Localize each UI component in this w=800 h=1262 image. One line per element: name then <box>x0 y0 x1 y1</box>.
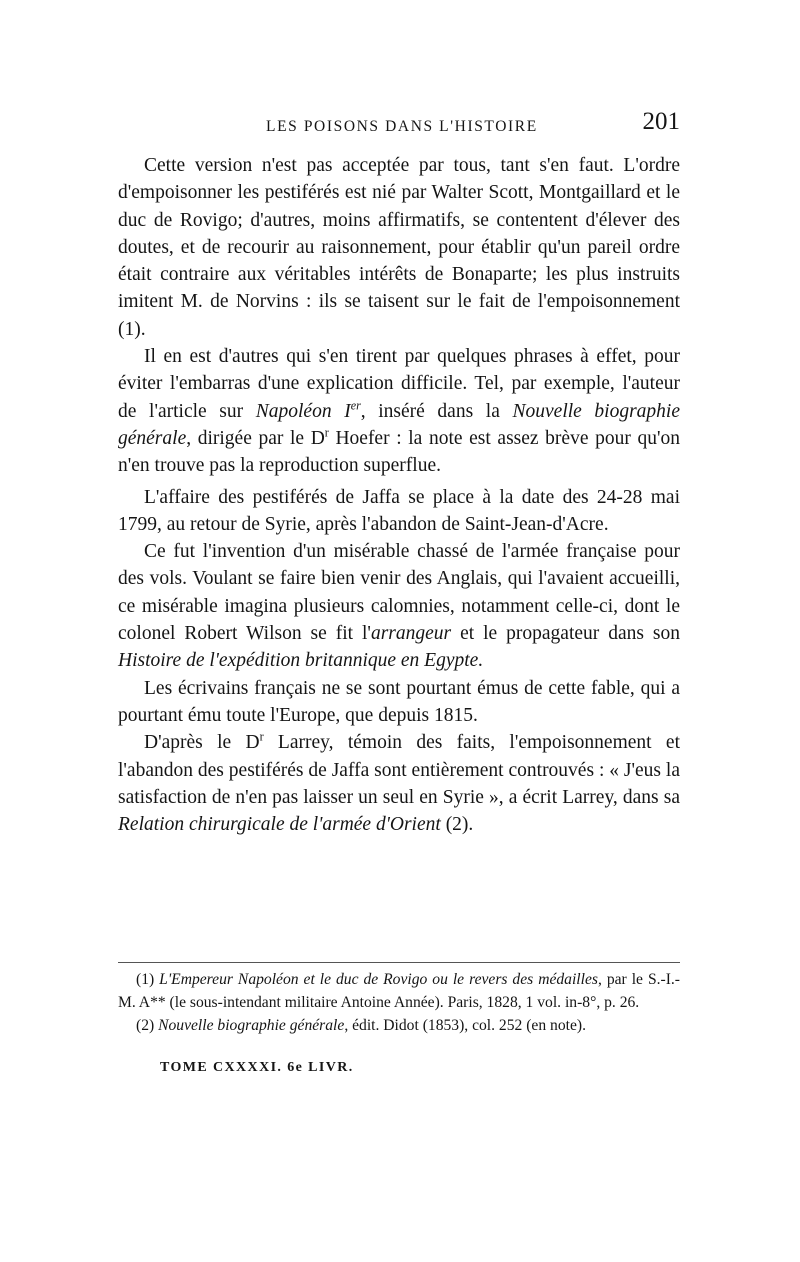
text-run: Il en est d'autres qui s'en tirent par quelques phrases à effet, pour éviter l'embarras d'une explication difficile. Tel, par exemple, l'auteur de l'article sur <box>118 346 680 422</box>
footnote-divider <box>118 962 680 963</box>
page-number: 201 <box>642 108 680 135</box>
italic-text: Histoire de l'expédition britannique en Egypte. <box>118 650 484 672</box>
superscript: er <box>350 398 361 413</box>
italic-text: arrangeur <box>370 623 452 645</box>
text-run: (2). <box>440 814 474 836</box>
text-run: et le propagateur dans son <box>451 623 680 645</box>
main-text <box>118 152 680 838</box>
text-run: , par le S.-I.-M. A** (le sous-intendant militaire Antoine Année). Paris, 1828, 1 vol. in-8°, p. 26. <box>118 971 680 1011</box>
text-run: , édit. Didot (1853), col. 252 (en note). <box>344 1017 586 1034</box>
superscript: r <box>324 425 329 440</box>
footnote <box>118 1014 680 1037</box>
text-run: (2) <box>136 1017 159 1034</box>
footnotes <box>118 968 680 1037</box>
text-run: Larrey, témoin des faits, l'empoisonnement et l'abandon des pestiférés de Jaffa sont entièrement controuvés : « J'eus la satisfaction de n'en pas laisser un seul en Syrie », a écrit Larrey, dans sa <box>118 732 680 808</box>
text-run: L'affaire des pestiférés de Jaffa se place à la date des 24-28 mai 1799, au retour de Syrie, après l'abandon de Saint-Jean-d'Acre. <box>118 486 680 535</box>
italic-text: Nouvelle biographie générale <box>118 400 681 449</box>
paragraph <box>118 538 680 674</box>
paragraph <box>118 343 680 479</box>
superscript: r <box>259 729 264 744</box>
italic-text: Nouvelle biographie générale <box>158 1017 345 1034</box>
text-run: Les écrivains français ne se sont pourtant émus de cette fable, qui a pourtant ému toute l'Europe, que depuis 1815. <box>118 677 680 726</box>
footnote <box>118 968 680 1014</box>
text-run: (1) <box>136 971 160 988</box>
page-header <box>118 108 680 148</box>
paragraph <box>118 484 680 539</box>
paragraph <box>118 729 680 838</box>
text-run: , dirigée par le D <box>186 427 325 449</box>
paragraph <box>118 152 680 343</box>
italic-text: L'Empereur Napoléon et le duc de Rovigo ou le revers des médailles <box>159 971 598 988</box>
text-run: , inséré dans la <box>360 400 513 422</box>
signature-mark: TOME CXXXXI. 6e LIVR. <box>160 1060 354 1075</box>
paragraph <box>118 675 680 730</box>
text-run: D'après le D <box>144 732 260 754</box>
italic-text: Relation chirurgicale de l'armée d'Orient <box>118 814 441 836</box>
running-title: LES POISONS DANS L'HISTOIRE <box>266 118 538 135</box>
italic-text: Napoléon I <box>255 400 351 422</box>
text-run: Ce fut l'invention d'un misérable chassé de l'armée française pour des vols. Voulant se faire bien venir des Anglais, qui l'avaient accueilli, ce misérable imagina plusieurs calomnies, notamment celle-ci, dont le colonel Robert Wilson se fit l' <box>118 541 680 645</box>
text-run: Cette version n'est pas acceptée par tous, tant s'en faut. L'ordre d'empoisonner les pestiférés est nié par Walter Scott, Montgaillard et le duc de Rovigo; d'autres, moins affirmatifs, se contentent d'élever des doutes, et de recourir au raisonnement, pour établir qu'un pareil ordre était contraire aux véritables intérêts de Bonaparte; les plus instruits imitent M. de Norvins : ils se taisent sur le fait de l'empoisonnement (1). <box>118 155 680 340</box>
text-run: Hoefer : la note est assez brève pour qu'on n'en trouve pas la reproduction superflue. <box>118 427 680 477</box>
